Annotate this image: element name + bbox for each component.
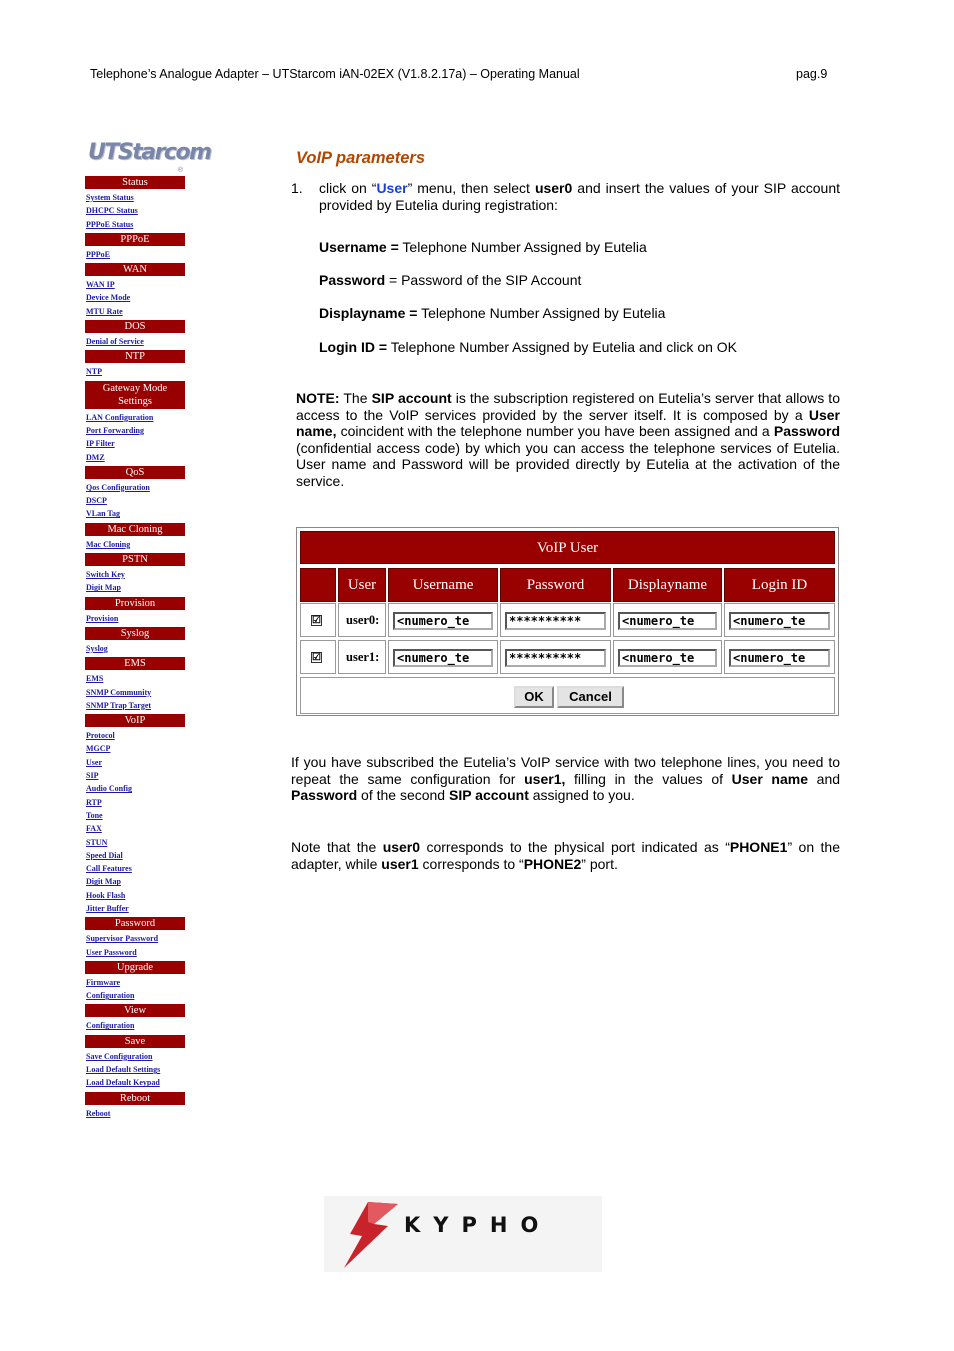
- logo-text: UTStarcom: [88, 140, 211, 165]
- page-number: pag.9: [796, 67, 828, 81]
- password-input[interactable]: **********: [505, 649, 606, 667]
- enable-checkbox[interactable]: ☑: [312, 615, 321, 626]
- registered-mark: ®: [177, 167, 183, 174]
- username-input[interactable]: <numero_te: [393, 649, 493, 667]
- para-text: filling in the values of: [565, 770, 732, 787]
- sidebar-section-header: Reboot: [85, 1092, 185, 1105]
- displayname-input[interactable]: <numero_te: [618, 649, 717, 667]
- field-text: Telephone Number Assigned by Eutelia: [398, 239, 647, 255]
- sidebar-section-header: Upgrade: [85, 961, 185, 974]
- sidebar-link[interactable]: Hook Flash: [86, 890, 126, 900]
- header-checkbox-col: [300, 568, 336, 602]
- section-title: VoIP parameters: [296, 149, 426, 167]
- sidebar-link[interactable]: Speed Dial: [86, 850, 123, 860]
- step-text: [319, 180, 840, 213]
- para-text: corresponds to “: [418, 855, 524, 872]
- sidebar-link[interactable]: DHCPC Status: [86, 206, 138, 216]
- sidebar-link[interactable]: VLan Tag: [86, 509, 121, 519]
- sidebar-link[interactable]: STUN: [86, 837, 108, 847]
- para-text: and: [808, 770, 841, 787]
- sidebar-section-header: Gateway Mode Settings: [85, 381, 185, 409]
- field-displayname: [319, 305, 665, 322]
- displayname-input[interactable]: <numero_te: [618, 612, 717, 630]
- sidebar-link[interactable]: Load Default Settings: [86, 1065, 161, 1075]
- sidebar-link[interactable]: SNMP Trap Target: [86, 700, 152, 710]
- sidebar-section-header: Provision: [85, 597, 185, 610]
- sidebar-link[interactable]: NTP: [86, 367, 102, 377]
- sidebar-section-header: PSTN: [85, 553, 185, 566]
- sidebar-link[interactable]: Denial of Service: [86, 337, 144, 347]
- sidebar-link[interactable]: MTU Rate: [86, 306, 123, 316]
- para-bold: SIP account: [448, 787, 529, 804]
- sidebar-link[interactable]: Switch Key: [86, 570, 125, 580]
- sidebar-section-header: View: [85, 1004, 185, 1017]
- field-text: Telephone Number Assigned by Eutelia and click on OK: [387, 339, 738, 355]
- note-bold: User name,: [296, 406, 840, 440]
- skypho-bolt-icon: [338, 1200, 402, 1270]
- sidebar-section-header: DOS: [85, 320, 185, 333]
- sidebar-link[interactable]: Save Configuration: [86, 1051, 153, 1061]
- user0-ref: user0: [534, 180, 573, 196]
- header-username: Username: [388, 568, 498, 602]
- para-text: corresponds to the physical port indicated as “: [420, 839, 730, 855]
- step-text-pre: click on “: [319, 180, 377, 196]
- user-cell: [338, 640, 386, 674]
- para-text: ” port.: [581, 855, 618, 872]
- para-bold: User name: [731, 770, 809, 787]
- header-user: User: [338, 568, 386, 602]
- field-label: Username =: [319, 239, 399, 255]
- para-bold: user1: [381, 855, 419, 872]
- sidebar-link[interactable]: Supervisor Password: [86, 934, 159, 944]
- login-id-cell: [724, 640, 835, 674]
- login-id-input[interactable]: <numero_te: [729, 649, 830, 667]
- sidebar-link[interactable]: IP Filter: [86, 439, 115, 449]
- step-number: 1.: [291, 180, 303, 196]
- field-username: [319, 239, 647, 256]
- utstarcom-logo: [88, 140, 211, 174]
- field-label: Login ID =: [319, 339, 388, 355]
- sidebar-link[interactable]: Tone: [86, 810, 103, 820]
- ok-button[interactable]: OK: [514, 686, 554, 708]
- login-id-input[interactable]: <numero_te: [729, 612, 830, 630]
- sidebar-section-header: Mac Cloning: [85, 523, 185, 536]
- sidebar-section-header: QoS: [85, 466, 185, 479]
- sidebar-link[interactable]: Configuration: [86, 991, 135, 1001]
- checkbox-cell: [300, 603, 336, 637]
- sidebar-link[interactable]: Digit Map: [86, 583, 121, 593]
- sidebar-section-header: NTP: [85, 350, 185, 363]
- sidebar-link[interactable]: DSCP: [86, 496, 107, 506]
- sidebar-section-header: VoIP: [85, 714, 185, 727]
- sidebar-section-header: Status: [85, 176, 185, 189]
- field-label: Displayname =: [319, 305, 418, 321]
- skypho-logo: [324, 1196, 602, 1272]
- voip-user-title: VoIP User: [300, 531, 835, 564]
- para-bold: PHONE1: [729, 839, 788, 855]
- header-displayname: Displayname: [613, 568, 722, 602]
- displayname-cell: [613, 603, 722, 637]
- voip-table-row-user0: [300, 603, 835, 637]
- para-bold: PHONE2: [523, 855, 582, 872]
- sidebar-link[interactable]: DMZ: [86, 452, 105, 462]
- step-text-post: and insert the values of your SIP account provided by Eutelia during registration:: [319, 180, 840, 213]
- sidebar-section-header: Password: [85, 917, 185, 930]
- sidebar-link[interactable]: FAX: [86, 824, 102, 834]
- sidebar-link[interactable]: Reboot: [86, 1108, 111, 1118]
- sidebar-link[interactable]: LAN Configuration: [86, 412, 154, 422]
- para-bold: user1,: [524, 770, 566, 787]
- port-mapping-paragraph: [291, 839, 840, 872]
- header-password: Password: [500, 568, 611, 602]
- sidebar-section-header: EMS: [85, 657, 185, 670]
- username-cell: [388, 640, 498, 674]
- password-input[interactable]: **********: [505, 612, 606, 630]
- checkbox-cell: [300, 640, 336, 674]
- sidebar-link[interactable]: EMS: [86, 674, 104, 684]
- note-bold: Password: [773, 423, 840, 440]
- voip-user-screenshot: [296, 527, 839, 716]
- device-sidebar-menu: [85, 140, 211, 1120]
- page-header-title: Telephone’s Analogue Adapter – UTStarcom iAN-02EX (V1.8.2.17a) – Operating Manual: [90, 67, 580, 81]
- sidebar-link[interactable]: MGCP: [86, 744, 111, 754]
- header-login-id: Login ID: [724, 568, 835, 602]
- field-password: [319, 272, 581, 289]
- user-label: user1:: [346, 650, 380, 664]
- voip-table-row-user1: [300, 640, 835, 674]
- username-cell: [388, 603, 498, 637]
- password-cell: [500, 603, 611, 637]
- user-label: user0:: [346, 613, 380, 627]
- sidebar-link[interactable]: Configuration: [86, 1021, 135, 1031]
- sidebar-link[interactable]: WAN IP: [86, 280, 115, 290]
- para-bold: Password: [291, 787, 358, 804]
- para-text: Note that the: [291, 839, 383, 855]
- para-bold: user0: [382, 839, 421, 855]
- field-text: = Password of the SIP Account: [385, 272, 582, 288]
- sidebar-section-header: WAN: [85, 263, 185, 276]
- field-text: Telephone Number Assigned by Eutelia: [417, 305, 666, 321]
- user-menu-ref: User: [376, 180, 408, 196]
- field-login-id: [319, 339, 737, 356]
- note-paragraph: [296, 390, 840, 490]
- para-text: of the second: [357, 787, 449, 804]
- note-text: coincident with the telephone number you have been assigned and a: [336, 423, 774, 440]
- sidebar-link[interactable]: Digit Map: [86, 877, 121, 887]
- sidebar-link[interactable]: Audio Config: [86, 784, 133, 794]
- sidebar-section-header: Save: [85, 1035, 185, 1048]
- sidebar-link[interactable]: SNMP Community: [86, 687, 152, 697]
- displayname-cell: [613, 640, 722, 674]
- password-cell: [500, 640, 611, 674]
- para-text: ” on the adapter, while: [291, 839, 840, 872]
- enable-checkbox[interactable]: ☑: [312, 652, 321, 663]
- sidebar-link[interactable]: System Status: [86, 193, 134, 202]
- step-1: [291, 180, 840, 213]
- note-bold: SIP account: [371, 390, 452, 406]
- login-id-cell: [724, 603, 835, 637]
- field-label: Password: [319, 272, 386, 288]
- sidebar-link[interactable]: SIP: [86, 771, 99, 781]
- cancel-button[interactable]: Cancel: [557, 686, 624, 708]
- voip-button-row: [300, 677, 835, 714]
- step-text-mid: ” menu, then select: [407, 180, 535, 196]
- sidebar-link[interactable]: RTP: [86, 797, 102, 807]
- user-cell: [338, 603, 386, 637]
- note-text: is the subscription registered on Eutelia’s server that allows to access to the VoIP services provided by the server itself. It is composed by a: [296, 390, 840, 423]
- sidebar-link[interactable]: Port Forwarding: [86, 425, 144, 435]
- sidebar-link[interactable]: Mac Cloning: [86, 539, 131, 549]
- sidebar-section-header: Syslog: [85, 627, 185, 640]
- sidebar-link[interactable]: Syslog: [86, 643, 108, 653]
- sidebar-link[interactable]: Call Features: [86, 864, 132, 874]
- sidebar-link[interactable]: PPPoE Status: [86, 219, 134, 229]
- sidebar-link[interactable]: Qos Configuration: [86, 482, 150, 492]
- username-input[interactable]: <numero_te: [393, 612, 493, 630]
- note-text: (confidential access code) by which you can access the telephone services of Eutelia. User name and Password will be provided directly by Eutelia at the activation of the service.: [296, 439, 840, 489]
- note-text: The: [339, 390, 372, 406]
- sidebar-link[interactable]: User: [86, 757, 102, 767]
- sidebar-link[interactable]: Device Mode: [86, 293, 131, 303]
- sidebar-link[interactable]: Protocol: [86, 731, 115, 741]
- sidebar-link[interactable]: Provision: [86, 613, 119, 623]
- sidebar-link[interactable]: PPPoE: [86, 249, 110, 259]
- two-lines-paragraph: [291, 754, 840, 804]
- voip-table-header: [300, 568, 835, 602]
- sidebar-link[interactable]: Jitter Buffer: [86, 903, 129, 913]
- sidebar-link[interactable]: Load Default Keypad: [86, 1078, 160, 1088]
- sidebar-sections: [85, 176, 185, 1120]
- note-label: NOTE:: [296, 390, 340, 406]
- skypho-wordmark: KYPHO: [404, 1213, 552, 1237]
- para-text: If you have subscribed the Eutelia’s VoIP service with two telephone lines, you need to repeat the same configuration for: [291, 754, 840, 787]
- para-text: assigned to you.: [528, 787, 635, 804]
- sidebar-link[interactable]: User Password: [86, 947, 137, 957]
- sidebar-section-header: PPPoE: [85, 233, 185, 246]
- sidebar-link[interactable]: Firmware: [86, 977, 121, 987]
